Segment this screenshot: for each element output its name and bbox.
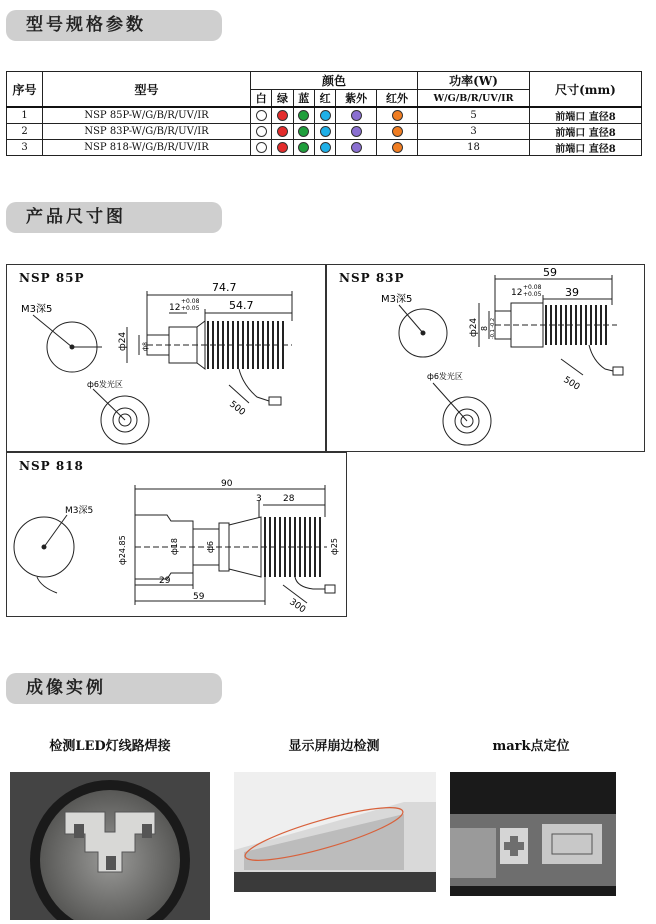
- dim-cable: 500: [561, 375, 582, 393]
- drawing-nsp85p-svg: [7, 265, 327, 453]
- drawing-model-label: NSP 818: [19, 459, 84, 473]
- uv-dot-icon: [351, 142, 362, 153]
- emit-area-label: ф6发光区: [87, 380, 123, 389]
- dim-dia-fin: ф25: [330, 537, 339, 555]
- dim-front: 12: [169, 303, 181, 313]
- row-model: NSP 83P-W/G/B/R/UV/IR: [43, 124, 251, 140]
- row-power: 18: [418, 140, 530, 156]
- header-color: 颜色: [251, 72, 418, 90]
- photo-led-welding-svg: [10, 772, 210, 920]
- thread-label: M3深5: [65, 506, 94, 516]
- section-title-imaging: 成像实例: [6, 673, 222, 704]
- thread-label: M3深5: [381, 294, 413, 305]
- photo-screen-edge: [234, 772, 436, 892]
- ir-dot-icon: [392, 142, 403, 153]
- red-dot-icon: [320, 126, 331, 137]
- row-power: 3: [418, 124, 530, 140]
- drawing-model-label: NSP 85P: [19, 271, 85, 285]
- table-row: [7, 124, 642, 140]
- dim-small-tolerance: -0.1 -0.2: [490, 317, 496, 339]
- green-dot-icon: [277, 126, 288, 137]
- dim-c: 29: [159, 576, 171, 586]
- uv-dot-icon: [351, 126, 362, 137]
- blue-dot-icon: [298, 110, 309, 121]
- row-power: 5: [418, 107, 530, 124]
- row-size: 前端口 直径8: [530, 140, 642, 156]
- header-power: 功率(W): [418, 72, 530, 90]
- dim-small-diameter: ф8: [142, 342, 149, 351]
- photo-screen-edge-svg: [234, 772, 436, 892]
- color-col-green: 绿: [272, 90, 293, 108]
- color-col-red: 红: [314, 90, 335, 108]
- dim-d: 59: [193, 592, 205, 602]
- drawing-nsp85p: [6, 264, 326, 452]
- red-dot-icon: [320, 110, 331, 121]
- dim-a: 3: [256, 494, 262, 504]
- green-dot-icon: [277, 142, 288, 153]
- dim-small-diameter: 8: [480, 325, 489, 331]
- caption-mark-locating: mark点定位: [492, 739, 570, 754]
- table-row: [7, 107, 642, 124]
- white-dot-icon: [256, 126, 267, 137]
- dim-body: 39: [565, 286, 579, 299]
- color-col-blue: 蓝: [293, 90, 314, 108]
- emit-area-label: ф6发光区: [427, 372, 463, 381]
- dim-total: 74.7: [212, 281, 237, 294]
- white-dot-icon: [256, 110, 267, 121]
- tol-up: +0.08: [523, 284, 542, 291]
- ir-dot-icon: [392, 110, 403, 121]
- drawing-nsp818-svg: [7, 453, 348, 618]
- header-model: 型号: [43, 72, 251, 108]
- dim-dia-small: ф6: [206, 541, 215, 553]
- color-col-white: 白: [251, 90, 272, 108]
- photo-led-welding: [10, 772, 210, 920]
- caption-led-welding: 检测LED灯线路焊接: [49, 739, 171, 754]
- dim-total: 90: [221, 479, 233, 489]
- dim-b: 28: [283, 494, 295, 504]
- drawing-model-label: NSP 83P: [339, 271, 405, 285]
- dim-front: 12: [511, 288, 523, 298]
- dim-diameter: ф24: [118, 331, 128, 351]
- dim-cable: 300: [287, 597, 308, 616]
- caption-screen-edge: 显示屏崩边检测: [288, 739, 380, 754]
- power-sub-header: W/G/B/R/UV/IR: [418, 90, 530, 108]
- ir-dot-icon: [392, 126, 403, 137]
- row-no: 2: [7, 124, 43, 140]
- drawing-nsp83p: [326, 264, 645, 452]
- photo-mark-locating: [450, 772, 616, 896]
- row-size: 前端口 直径8: [530, 124, 642, 140]
- dim-diameter: ф24: [469, 317, 479, 337]
- section-title-spec: 型号规格参数: [6, 10, 222, 41]
- dim-body: 54.7: [229, 299, 254, 312]
- color-col-ir: 红外: [377, 90, 418, 108]
- dim-cable: 500: [227, 399, 247, 418]
- dim-dia-big: ф24.85: [118, 535, 127, 565]
- tol-up: +0.08: [181, 298, 200, 305]
- thread-label: M3深5: [21, 304, 53, 315]
- row-model: NSP 818-W/G/B/R/UV/IR: [43, 140, 251, 156]
- dim-total: 59: [543, 266, 557, 279]
- row-model: NSP 85P-W/G/B/R/UV/IR: [43, 107, 251, 124]
- row-no: 3: [7, 140, 43, 156]
- row-size: 前端口 直径8: [530, 107, 642, 124]
- header-size: 尺寸(mm): [530, 72, 642, 108]
- tol-down: +0.05: [181, 305, 200, 312]
- row-no: 1: [7, 107, 43, 124]
- header-no: 序号: [7, 72, 43, 108]
- green-dot-icon: [277, 110, 288, 121]
- table-row: [7, 140, 642, 156]
- uv-dot-icon: [351, 110, 362, 121]
- tol-down: +0.05: [523, 291, 542, 298]
- blue-dot-icon: [298, 142, 309, 153]
- section-title-dimensions: 产品尺寸图: [6, 202, 222, 233]
- spec-table: [6, 71, 642, 156]
- red-dot-icon: [320, 142, 331, 153]
- photo-mark-locating-svg: [450, 772, 616, 896]
- blue-dot-icon: [298, 126, 309, 137]
- drawing-nsp83p-svg: [327, 265, 646, 453]
- drawing-nsp818: [6, 452, 347, 617]
- dim-dia-mid: ф18: [170, 537, 179, 555]
- color-col-uv: 紫外: [336, 90, 377, 108]
- white-dot-icon: [256, 142, 267, 153]
